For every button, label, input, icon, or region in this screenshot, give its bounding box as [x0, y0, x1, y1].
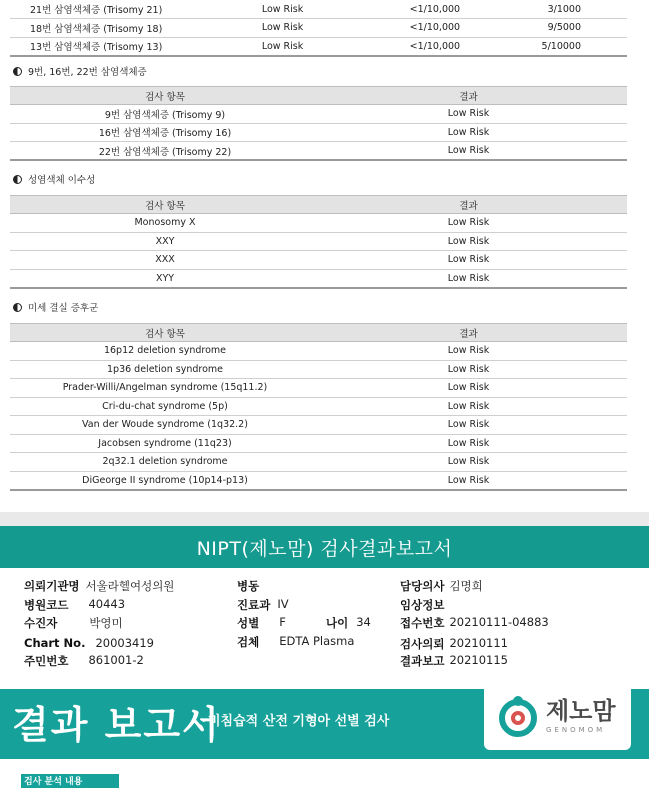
table-row [10, 397, 627, 416]
genomom-mark-icon [496, 694, 540, 738]
info-value: 서울라헬여성의원 [85, 579, 175, 593]
cell-result: Low Risk [320, 434, 627, 453]
page-gap [0, 512, 649, 526]
cell-result: Low Risk [258, 0, 408, 19]
table-row [10, 416, 627, 435]
info-value: 40443 [88, 597, 126, 611]
trisomy-9-16-22-table [10, 86, 627, 161]
table-row [10, 214, 627, 233]
table-row [10, 0, 627, 19]
header-result: 결과 [320, 324, 627, 342]
cell-item: 13번 삼염색체증 (Trisomy 13) [10, 37, 258, 56]
genomom-logo [484, 682, 631, 750]
cell-item: Van der Woude syndrome (1q32.2) [10, 416, 320, 435]
info-sex [237, 615, 286, 631]
cell-risk: <1/10,000 [408, 37, 538, 56]
cell-result: Low Risk [320, 379, 627, 398]
half-circle-bullet-icon [13, 303, 22, 312]
report-banner [0, 526, 649, 568]
cell-result: Low Risk [320, 123, 627, 142]
info-receipt-no [400, 615, 549, 631]
section-title-text: 9번, 16번, 22번 삼염색체증 [28, 67, 147, 78]
info-label: 의뢰기관명 [24, 579, 80, 593]
info-label: 수진자 [24, 616, 58, 630]
cell-item: 9번 삼염색체증 (Trisomy 9) [10, 105, 320, 124]
cell-result: Low Risk [320, 232, 627, 251]
info-value: 20210115 [449, 653, 508, 667]
info-request-date [400, 636, 508, 652]
cell-item: DiGeorge II syndrome (10p14-p13) [10, 471, 320, 490]
table-row [10, 123, 627, 142]
info-clinical [400, 597, 449, 613]
table-row [10, 379, 627, 398]
cell-item: Jacobsen syndrome (11q23) [10, 434, 320, 453]
info-label: 검체 [237, 635, 260, 649]
table-row [10, 453, 627, 472]
sex-chromosome-table [10, 195, 627, 289]
logo-subtext: GENOMOM [546, 725, 606, 734]
cell-result: Low Risk [320, 471, 627, 490]
cell-result: Low Risk [320, 269, 627, 288]
info-report-date [400, 653, 508, 669]
header-item: 검사 항목 [10, 196, 320, 214]
cell-ref: 9/5000 [538, 19, 627, 38]
info-value: 861001-2 [88, 653, 144, 667]
report-page-2 [0, 526, 649, 787]
info-label: 병원코드 [24, 598, 69, 612]
table-row [10, 434, 627, 453]
cell-item: Prader-Willi/Angelman syndrome (15q11.2) [10, 379, 320, 398]
table-row [10, 471, 627, 490]
cell-item: Cri-du-chat syndrome (5p) [10, 397, 320, 416]
table-row [10, 342, 627, 361]
info-resident-id [24, 653, 144, 669]
table-row [10, 251, 627, 270]
cell-result: Low Risk [258, 37, 408, 56]
info-chart-no [24, 636, 154, 650]
info-hospital-code [24, 597, 125, 613]
cell-result: Low Risk [320, 342, 627, 361]
logo-text: 제노맘 [546, 696, 616, 725]
microdeletion-table [10, 323, 627, 491]
cell-risk: <1/10,000 [408, 0, 538, 19]
table-row [10, 142, 627, 161]
info-label: 진료과 [237, 598, 271, 612]
cell-ref: 5/10000 [538, 37, 627, 56]
cell-item: 16번 삼염색체증 (Trisomy 16) [10, 123, 320, 142]
table-row [10, 105, 627, 124]
cell-ref: 3/1000 [538, 0, 627, 19]
cell-result: Low Risk [320, 142, 627, 161]
header-item: 검사 항목 [10, 87, 320, 105]
section-title-text: 성염색체 이수성 [28, 175, 96, 186]
info-label: 검사의뢰 [400, 637, 445, 651]
cell-result: Low Risk [320, 397, 627, 416]
table-row [10, 37, 627, 56]
cell-item: 1p36 deletion syndrome [10, 360, 320, 379]
cell-item: XXY [10, 232, 320, 251]
cell-item: 16p12 deletion syndrome [10, 342, 320, 361]
cell-result: Low Risk [320, 251, 627, 270]
cell-item: XYY [10, 269, 320, 288]
info-value: IV [277, 597, 289, 611]
info-patient [24, 615, 123, 631]
info-label: 성별 [237, 616, 260, 630]
cell-result: Low Risk [320, 214, 627, 233]
section-title-trisomy-9-16-22 [13, 64, 147, 78]
info-label: 병동 [237, 579, 260, 593]
section-title-microdeletion [13, 300, 98, 314]
half-circle-bullet-icon [13, 175, 22, 184]
info-label: Chart No. [24, 636, 86, 650]
header-result: 결과 [320, 196, 627, 214]
cell-item: 21번 삼염색체증 (Trisomy 21) [10, 0, 258, 19]
trisomy-main-table [10, 0, 627, 57]
info-label: 나이 [326, 616, 349, 630]
info-label: 담당의사 [400, 579, 445, 593]
banner-title: NIPT(제노맘) 검사결과보고서 [196, 537, 453, 560]
info-label: 임상정보 [400, 598, 445, 612]
info-value: F [279, 615, 286, 629]
info-department [237, 597, 289, 613]
info-value: 김명희 [449, 579, 483, 593]
info-label: 결과보고 [400, 654, 445, 668]
cell-result: Low Risk [320, 105, 627, 124]
info-age [326, 615, 371, 631]
section-title-text: 미세 결실 증후군 [28, 303, 99, 314]
info-label: 접수번호 [400, 616, 445, 630]
header-item: 검사 항목 [10, 324, 320, 342]
table-row [10, 269, 627, 288]
cell-item: Monosomy X [10, 214, 320, 233]
header-result: 결과 [320, 87, 627, 105]
info-value: 20210111 [449, 636, 508, 650]
info-value: 20210111-04883 [449, 615, 549, 629]
cell-risk: <1/10,000 [408, 19, 538, 38]
result-subtitle: 비침습적 산전 기형아 선별 검사 [208, 714, 390, 729]
cell-item: XXX [10, 251, 320, 270]
info-specimen [237, 634, 354, 650]
info-label: 주민번호 [24, 654, 69, 668]
cell-result: Low Risk [258, 19, 408, 38]
table-row [10, 232, 627, 251]
cell-result: Low Risk [320, 360, 627, 379]
table-row [10, 360, 627, 379]
info-value: 34 [356, 615, 371, 629]
cell-result: Low Risk [320, 416, 627, 435]
result-title: 결과 보고서 [12, 703, 221, 747]
info-value: EDTA Plasma [279, 634, 355, 648]
section-title-sex-chromosome [13, 172, 95, 186]
info-ward [237, 578, 279, 594]
half-circle-bullet-icon [13, 67, 22, 76]
info-value: 박영미 [89, 616, 123, 630]
table-row [10, 19, 627, 38]
info-value: 20003419 [95, 636, 154, 650]
cell-item: 2q32.1 deletion syndrome [10, 453, 320, 472]
info-institution [24, 578, 174, 594]
cell-item: 18번 삼염색체증 (Trisomy 18) [10, 19, 258, 38]
cell-result: Low Risk [320, 453, 627, 472]
info-doctor [400, 578, 483, 594]
analysis-tag: 검사 분석 내용 [21, 774, 119, 788]
cell-item: 22번 삼염색체증 (Trisomy 22) [10, 142, 320, 161]
